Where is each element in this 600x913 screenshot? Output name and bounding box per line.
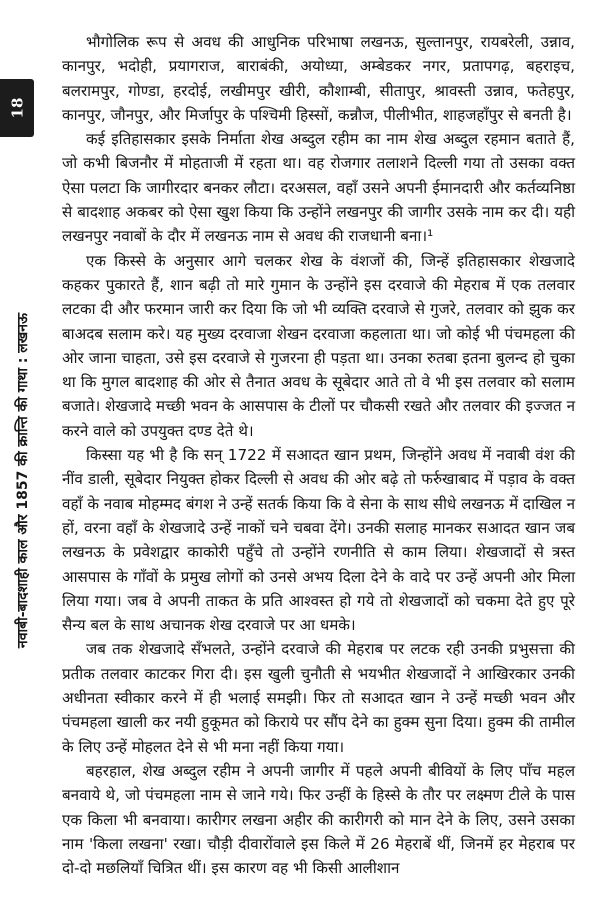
- paragraph-3: एक किस्से के अनुसार आगे चलकर शेख के वंशजों की, जिन्हें इतिहासकार शेखजादे कहकर पुकारते हैं, शान बढ़ी तो मारे गुमान के उन्होंने इस दरवाजे की मेहराब में एक तलवार लटका दी और फरमान जारी कर दिया कि जो भी व्यक्ति दरवाजे से गुजरे, तलवार को झुक कर बाअदब सलाम करे। यह मुख्य दरवाजा शेखन दरवाजा कहलाता था। जो कोई भी पंचमहला की ओर जाना चाहता, उसे इस दरवाजे से गुजरना ही पड़ता था। उनका रुतबा इतना बुलन्द हो चुका था कि मुगल बादशाह की ओर से तैनात अवध के सूबेदार आते तो वे भी इस तलवार को सलाम बजाते। शेखजादे मच्छी भवन के आसपास के टीलों पर चौकसी रखते और तलवार की इज्जत न करने वाले को उपयुक्त दण्ड देते थे।: [62, 251, 575, 440]
- paragraph-4: किस्सा यह भी है कि सन् 1722 में सआदत खान प्रथम, जिन्होंने अवध में नवाबी वंश की नींव डाली, सूबेदार नियुक्त होकर दिल्ली से अवध की ओर बढ़े तो फर्रुखाबाद में पड़ाव के वक्त वहाँ के नवाब मोहम्मद बंगश ने उन्हें सतर्क किया कि वे सेना के साथ सीधे लखनऊ में दाखिल न हों, वरना वहाँ के शेखजादे उन्हें नाकों चने चबवा देंगे। उनकी सलाह मानकर सआदत खान जब लखनऊ के प्रवेशद्वार काकोरी पहुँचे तो उन्होंने रणनीति से काम लिया। शेखजादों से त्रस्त आसपास के गाँवों के प्रमुख लोगों को उनसे अभय दिला देने के वादे पर उन्हें अपनी ओर मिला लिया गया। जब वे अपनी ताकत के प्रति आश्वस्त हो गये तो शेखजादों को चकमा देते हुए पूरे सैन्य बल के साथ अचानक शेख दरवाजे पर आ धमके।: [62, 446, 575, 635]
- paragraph-5: जब तक शेखजादे सँभलते, उन्होंने दरवाजे की मेहराब पर लटक रही उनकी प्रभुसत्ता की प्रतीक तलवार काटकर गिरा दी। इस खुली चुनौती से भयभीत शेखजादों ने आखिरकार उनकी अधीनता स्वीकार करने में ही भलाई समझी। फिर तो सआदत खान ने उन्हें मच्छी भवन और पंचमहला खाली कर नयी हुकूमत को किराये पर सौंप देने का हुक्म सुना दिया। हुक्म की तामील के लिए उन्हें मोहलत देने से भी मना नहीं किया गया।: [62, 640, 575, 756]
- page-number-text: 18: [8, 97, 26, 119]
- paragraph-6: बहरहाल, शेख अब्दुल रहीम ने अपनी जागीर में पहले अपनी बीवियों के लिए पाँच महल बनवाये थे, जो पंचमहला नाम से जाने गये। फिर उन्हीं के हिस्से के तौर पर लक्ष्मण टीले के पास एक किला भी बनवाया। कारीगर लखना अहीर की कारीगरी को मान देने के लिए, उसने उसका नाम 'किला लखना' रखा। चौड़ी दीवारोंवाले इस किले में 26 मेहराबें थीं, जिनमें हर मेहराब पर दो-दो मछलियाँ चित्रित थीं। इस कारण वह भी किसी आलीशान: [62, 761, 575, 878]
- paragraph-2: कई इतिहासकार इसके निर्माता शेख अब्दुल रहीम का नाम शेख अब्दुल रहमान बताते हैं, जो कभी बिजनौर में मोहताजी में रहता था। वह रोजगार तलाशने दिल्ली गया तो उसका वक्त ऐसा पलटा कि जागीरदार बनकर लौटा। दरअसल, वहाँ उसने अपनी ईमानदारी और कर्तव्यनिष्ठा से बादशाह अकबर को ऐसा खुश किया कि उन्होंने लखनपुर की जागीर उसके नाम कर दी। यही लखनपुर नवाबों के दौर में लखनऊ नाम से अवध की राजधानी बना।¹: [62, 130, 575, 246]
- paragraph-1: भौगोलिक रूप से अवध की आधुनिक परिभाषा लखनऊ, सुल्तानपुर, रायबरेली, उन्नाव, कानपुर, भदोही, प्रयागराज, बाराबंकी, अयोध्या, अम्बेडकर नगर, प्रतापगढ़, बहराइच, बलरामपुर, गोण्डा, हरदोई, लखीमपुर खीरी, कौशाम्बी, सीतापुर, श्रावस्ती उन्नाव, फतेहपुर, कानपुर, जौनपुर, और मिर्जापुर के पश्चिमी हिस्सों, कन्नौज, पीलीभीत, शाहजहाँपुर से बनती है।: [62, 33, 575, 124]
- body-text: [62, 30, 575, 880]
- running-title-text: नवाबी-बादशाही काल और 1857 की क्रान्ति की गाथा : लखनऊ: [15, 313, 31, 649]
- page-number: [0, 79, 34, 137]
- running-title: [2, 313, 31, 913]
